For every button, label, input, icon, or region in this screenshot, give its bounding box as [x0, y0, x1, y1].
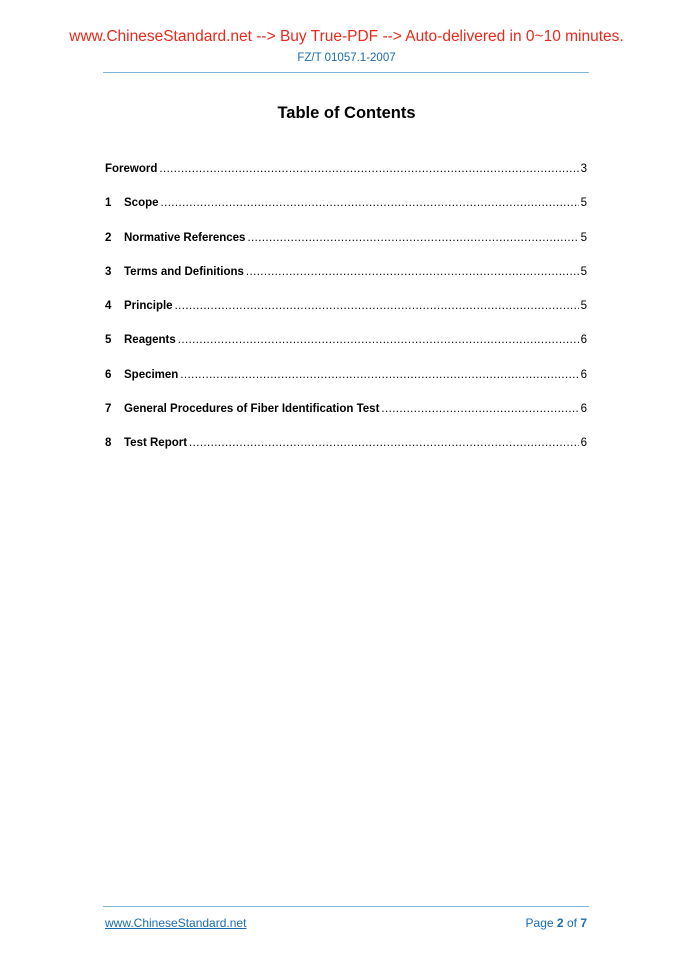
- toc-leader-dots: [178, 334, 579, 346]
- toc-entry-number: 7: [105, 403, 112, 416]
- page-indicator: [526, 916, 587, 930]
- toc-entry-number: 6: [105, 368, 112, 381]
- toc-entry-page: 5: [580, 231, 587, 244]
- toc-entry-label: Terms and Definitions: [124, 265, 244, 278]
- page-of: of: [566, 916, 577, 930]
- toc-entry-page: 5: [580, 197, 587, 210]
- toc-entry-page: 6: [580, 368, 587, 381]
- header-divider: [103, 72, 589, 73]
- toc-leader-dots: [159, 163, 578, 175]
- table-of-contents: [105, 163, 587, 472]
- current-page-number: 2: [556, 916, 564, 930]
- toc-entry-page: 5: [580, 265, 587, 278]
- footer-website-link[interactable]: www.ChineseStandard.net: [105, 916, 247, 930]
- toc-entry-number: 2: [105, 231, 112, 244]
- page-title: Table of Contents: [277, 104, 416, 122]
- toc-entry-number: 3: [105, 265, 112, 278]
- toc-entry-page: 6: [580, 403, 587, 416]
- toc-entry-normative-references[interactable]: [105, 232, 587, 266]
- toc-entry-reagents[interactable]: [105, 334, 587, 368]
- toc-entry-label: Specimen: [124, 368, 179, 381]
- toc-entry-label: General Procedures of Fiber Identification Test: [124, 403, 380, 416]
- toc-entry-principle[interactable]: [105, 300, 587, 334]
- toc-entry-foreword[interactable]: [105, 163, 587, 197]
- toc-entry-label: Test Report: [124, 437, 188, 450]
- toc-entry-terms-and-definitions[interactable]: [105, 266, 587, 300]
- toc-leader-dots: [161, 197, 579, 209]
- document-id: FZ/T 01057.1-2007: [297, 52, 396, 64]
- page-prefix: Page: [525, 916, 554, 930]
- promo-banner[interactable]: www.ChineseStandard.net --> Buy True-PDF --> Auto-delivered in 0~10 minutes.: [69, 28, 624, 45]
- toc-entry-label: Reagents: [124, 334, 176, 347]
- toc-entry-page: 6: [580, 437, 587, 450]
- toc-entry-number: 4: [105, 300, 112, 313]
- toc-entry-label: Foreword: [105, 163, 158, 175]
- toc-entry-label: Normative References: [124, 231, 246, 244]
- toc-leader-dots: [247, 232, 578, 244]
- toc-entry-number: 1: [105, 197, 112, 210]
- toc-leader-dots: [180, 369, 578, 381]
- toc-entry-page: 5: [580, 300, 587, 313]
- toc-entry-number: 5: [105, 334, 112, 347]
- toc-entry-scope[interactable]: [105, 197, 587, 231]
- toc-entry-specimen[interactable]: [105, 369, 587, 403]
- toc-entry-general-procedures[interactable]: [105, 403, 587, 437]
- total-pages: 7: [580, 916, 587, 930]
- toc-leader-dots: [175, 300, 579, 312]
- toc-entry-page: 3: [580, 163, 587, 175]
- toc-entry-label: Scope: [124, 197, 159, 210]
- toc-entry-number: 8: [105, 437, 112, 450]
- toc-entry-test-report[interactable]: [105, 437, 587, 471]
- toc-leader-dots: [189, 437, 579, 449]
- toc-leader-dots: [381, 403, 578, 415]
- toc-entry-page: 6: [580, 334, 587, 347]
- footer-divider: [103, 906, 589, 907]
- toc-leader-dots: [246, 266, 579, 278]
- toc-entry-label: Principle: [124, 300, 173, 313]
